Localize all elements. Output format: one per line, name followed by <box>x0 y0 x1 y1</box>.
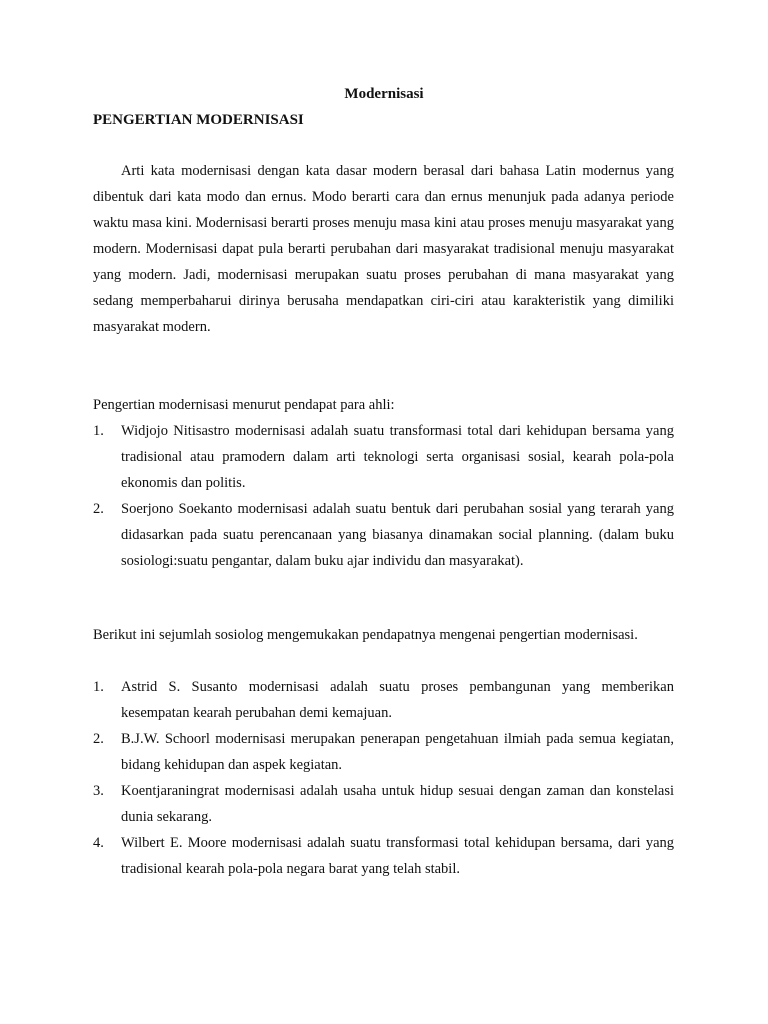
list-item <box>93 674 674 726</box>
list-item-text: Wilbert E. Moore modernisasi adalah suatu transformasi total kehidupan bersama, dari yang tradisional kearah pola-pola negara barat yang telah stabil. <box>121 835 674 877</box>
list-item-text: Koentjaraningrat modernisasi adalah usaha untuk hidup sesuai dengan zaman dan konstelasi dunia sekarang. <box>121 783 674 825</box>
list-item-text: Soerjono Soekanto modernisasi adalah suatu bentuk dari perubahan sosial yang terarah yang didasarkan pada suatu perencanaan yang biasanya dinamakan social planning. (dalam buku sosiologi:suatu pengantar, dalam buku ajar individu dan masyarakat). <box>121 501 674 569</box>
list-number: 4. <box>93 835 104 851</box>
list-number: 2. <box>93 731 104 747</box>
list-item <box>93 778 674 830</box>
list-item <box>93 418 674 496</box>
list-item <box>93 830 674 882</box>
list-item-text: B.J.W. Schoorl modernisasi merupakan penerapan pengetahuan ilmiah pada semua kegiatan, bidang kehidupan dan aspek kegiatan. <box>121 731 674 773</box>
list-item <box>93 496 674 574</box>
experts-intro: Pengertian modernisasi menurut pendapat para ahli: <box>93 397 395 413</box>
list-number: 3. <box>93 783 104 799</box>
list-item <box>93 726 674 778</box>
experts-list <box>93 418 674 574</box>
list-item-text: Astrid S. Susanto modernisasi adalah suatu proses pembangunan yang memberikan kesempatan kearah perubahan demi kemajuan. <box>121 679 674 721</box>
sociologists-list <box>93 674 674 882</box>
list-number: 1. <box>93 679 104 695</box>
intro-paragraph: Arti kata modernisasi dengan kata dasar modern berasal dari bahasa Latin modernus yang dibentuk dari kata modo dan ernus. Modo berarti cara dan ernus menunjuk pada adanya periode waktu masa kini. Modernisasi berarti proses menuju masa kini atau proses menuju masyarakat yang modern. Modernisasi dapat pula berarti perubahan dari masyarakat tradisional menuju masyarakat yang modern. Jadi, modernisasi merupakan suatu proses perubahan di mana masyarakat yang sedang memperbaharui dirinya berusaha mendapatkan ciri-ciri atau karakteristik yang dimiliki masyarakat modern. <box>93 163 674 335</box>
list-number: 2. <box>93 501 104 517</box>
section-heading: PENGERTIAN MODERNISASI <box>93 112 304 128</box>
list-item-text: Widjojo Nitisastro modernisasi adalah suatu transformasi total dari kehidupan bersama yang tradisional atau pramodern dalam arti teknologi serta organisasi sosial, kearah pola-pola ekonomis dan politis. <box>121 423 674 491</box>
document-title: Modernisasi <box>344 86 424 102</box>
sociologists-intro: Berikut ini sejumlah sosiolog mengemukakan pendapatnya mengenai pengertian modernisasi. <box>93 627 638 643</box>
list-number: 1. <box>93 423 104 439</box>
